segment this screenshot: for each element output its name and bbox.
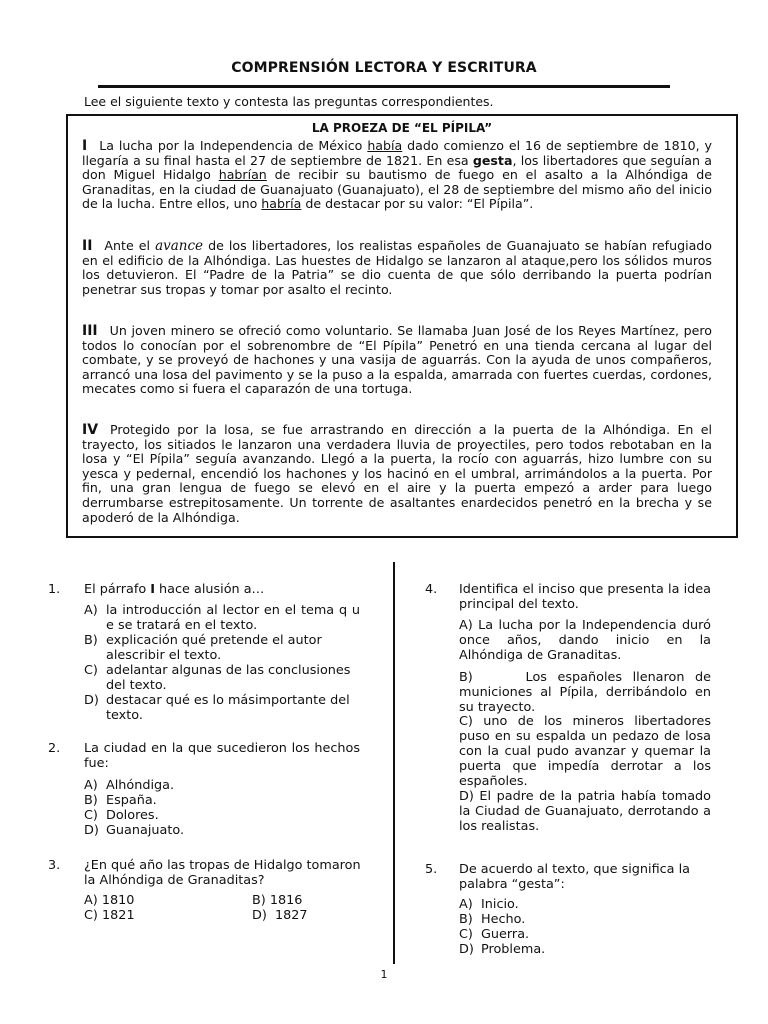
option-text: La lucha por la Independencia duró once años, dando inicio en la Alhóndiga de Granaditas. xyxy=(459,618,711,663)
option-text: Guerra. xyxy=(481,927,530,942)
option-d[interactable] xyxy=(252,908,308,923)
option-text: Hecho. xyxy=(481,912,526,927)
paragraph-text: , los libertadores que seguían a don Miguel Hidalgo xyxy=(82,152,712,183)
option-b[interactable] xyxy=(459,670,711,715)
option-letter: C) xyxy=(84,908,98,923)
bold-word: gesta xyxy=(472,152,513,168)
paragraph-text: Protegido por la losa, se fue arrastrando en dirección a la puerta de la Alhóndiga. En el trayecto, los sitiados le lanzaron una verdadera lluvia de proyectiles, pero todos rebotaban en la losa y “El Pípila” seguía avanzando. Llegó a la puerta, la rocío con aguarrás, hizo lumbre con su yesca y pedernal, encendió los hachones y los hacinó en el umbral, arrimándolos a la puerta. Por fin, una gran lengua de fuego se elevó en el aire y la puerta empezó a arder para luego derrumbarse estrepitosamente. Un torrente de asaltantes enardecidos penetró en la brecha y se apoderó de la Alhóndiga. xyxy=(82,422,712,525)
paragraph-4 xyxy=(82,423,712,525)
option-text: la introducción al lector en el tema q u e se tratará en el texto. xyxy=(106,603,360,633)
reading-title: LA PROEZA DE “EL PÍPILA” xyxy=(311,121,493,135)
emphasized-word: avance xyxy=(155,238,204,254)
option-c[interactable] xyxy=(84,663,360,693)
paragraph-text: de recibir su bautismo de fuego en el asalto a la Alhóndiga de Granaditas, en la ciudad de Guanajuato (Guanajuato), el 28 de septiembre del mismo año del inicio de la lucha. Entre ellos, uno xyxy=(82,167,712,212)
option-text: 1827 xyxy=(275,908,308,923)
option-c[interactable] xyxy=(459,927,711,942)
option-letter: D) xyxy=(252,908,267,923)
option-c[interactable] xyxy=(459,714,711,789)
paragraph-text: La lucha por la Independencia de México xyxy=(99,138,368,153)
option-letter: A) xyxy=(459,897,473,912)
option-text: adelantar algunas de las conclusiones del texto. xyxy=(106,663,351,693)
option-letter: A) xyxy=(84,893,98,908)
option-letter: C) xyxy=(459,714,473,729)
question-number: 2. xyxy=(48,741,61,756)
bold-word: I xyxy=(150,582,155,597)
page-number: 1 xyxy=(380,968,388,981)
option-d[interactable] xyxy=(459,789,711,834)
option-letter: D) xyxy=(84,823,99,838)
paragraph-number: II xyxy=(82,238,93,254)
option-text: España. xyxy=(106,793,157,808)
option-letter: B) xyxy=(84,633,98,648)
paragraph-text: Un joven minero se ofreció como voluntario. Se llamaba Juan José de los Reyes Martínez, pero todos lo conocían por el sobrenombre de “El Pípila” Penetró en una tienda cercana al lugar del combate, y se proveyó de hachones y una vasija de aguarrás. Con la ayuda de unos compañeros, arrancó una losa del pavimento y se la puso a la espalda, amarrada con fuertes cuerdas, cordones, mecates como si fuera el caparazón de una tortuga. xyxy=(82,323,712,397)
option-a[interactable] xyxy=(459,897,711,912)
option-letter: D) xyxy=(459,942,474,957)
paragraph-text: de los libertadores, los realistas españoles de Guanajuato se habían refugiado en el edificio de la Alhóndiga. Las huestes de Hidalgo se lanzaron al ataque,pero los sólidos muros los detuvieron. El “Padre de la Patria” se dio cuenta de que sólo derribando la puerta podrían penetrar sus tropas y tomar por asalto el recinto. xyxy=(82,238,712,297)
question-number: 1. xyxy=(48,582,61,597)
option-d[interactable] xyxy=(84,693,360,723)
option-text: destacar qué es lo másimportante del texto. xyxy=(106,693,350,723)
option-letter: D) xyxy=(84,693,99,708)
option-letter: B) xyxy=(459,670,473,685)
paragraph-1 xyxy=(82,139,712,212)
paragraph-number: IV xyxy=(82,422,99,438)
question-3-text: ¿En qué año las tropas de Hidalgo tomaron la Alhóndiga de Granaditas? xyxy=(84,858,361,888)
underlined-word: habría xyxy=(261,196,302,212)
paragraph-text: de destacar por su valor: “El Pípila”. xyxy=(301,196,534,212)
option-letter: C) xyxy=(84,663,98,678)
column-divider xyxy=(393,562,395,964)
question-4-text: Identifica el inciso que presenta la idea principal del texto. xyxy=(459,582,711,612)
paragraph-number: III xyxy=(82,323,98,339)
option-text: Problema. xyxy=(481,942,546,957)
option-letter: B) xyxy=(84,793,98,808)
paragraph-3 xyxy=(82,324,712,397)
option-b[interactable] xyxy=(84,793,360,808)
question-number: 5. xyxy=(425,862,438,877)
option-letter: B) xyxy=(459,912,473,927)
underlined-word: había xyxy=(367,138,403,153)
option-letter: C) xyxy=(459,927,473,942)
underlined-word: habrían xyxy=(218,167,267,183)
option-letter: B) xyxy=(252,893,266,908)
option-text: Los españoles llenaron de municiones al Pípila, derribándolo en su trayecto. xyxy=(459,670,711,715)
option-d[interactable] xyxy=(84,823,360,838)
option-a[interactable] xyxy=(459,618,711,663)
option-text: 1810 xyxy=(101,893,135,908)
option-c[interactable] xyxy=(84,808,360,823)
instructions: Lee el siguiente texto y contesta las preguntas correspondientes. xyxy=(84,94,494,109)
option-letter: A) xyxy=(84,603,98,618)
option-a[interactable] xyxy=(84,893,134,908)
option-text: Dolores. xyxy=(106,808,159,823)
option-text: Inicio. xyxy=(481,897,519,912)
option-text: uno de los mineros libertadores puso en su espalda un pedazo de losa con la cual pudo avanzar y quemar la puerta que impedía derrotar a los españoles. xyxy=(459,714,711,789)
option-text: 1821 xyxy=(102,908,135,923)
option-a[interactable] xyxy=(84,778,360,793)
question-1-options xyxy=(84,603,360,723)
option-letter: A) xyxy=(84,778,98,793)
question-1-text xyxy=(84,582,364,597)
option-text: explicación qué pretende el autor alescribir el texto. xyxy=(106,633,322,663)
option-b[interactable] xyxy=(252,893,302,908)
option-b[interactable] xyxy=(84,633,360,663)
question-number: 3. xyxy=(48,858,61,873)
paragraph-2 xyxy=(82,239,712,297)
title-rule xyxy=(98,85,670,88)
question-5-text: De acuerdo al texto, que significa la palabra “gesta”: xyxy=(459,862,690,892)
question-2-text: La ciudad en la que sucedieron los hechos fue: xyxy=(84,741,360,771)
option-text: 1816 xyxy=(269,893,303,908)
paragraph-text: Ante el xyxy=(104,238,156,253)
question-text: hace alusión a… xyxy=(154,582,265,597)
option-d[interactable] xyxy=(459,942,711,957)
option-letter: A) xyxy=(459,618,473,633)
option-text: Alhóndiga. xyxy=(106,778,175,793)
option-text: El padre de la patria había tomado la Ciudad de Guanajuato, derrotando a los realistas. xyxy=(459,789,711,834)
paragraph-number: I xyxy=(82,138,88,154)
option-b[interactable] xyxy=(459,912,711,927)
question-2-options xyxy=(84,778,360,838)
paragraph-text: dado comienzo el 16 de septiembre de 1810, y llegaría a su final hasta el 27 de septiembre de 1821. En esa xyxy=(82,138,712,168)
question-5-options xyxy=(459,897,711,957)
question-number: 4. xyxy=(425,582,438,597)
option-text: Guanajuato. xyxy=(106,823,185,838)
option-letter: C) xyxy=(84,808,98,823)
question-text: El párrafo xyxy=(84,582,151,597)
option-a[interactable] xyxy=(84,603,360,633)
page-title: COMPRENSIÓN LECTORA Y ESCRITURA xyxy=(231,60,537,76)
option-c[interactable] xyxy=(84,908,135,923)
option-letter: D) xyxy=(459,789,474,804)
